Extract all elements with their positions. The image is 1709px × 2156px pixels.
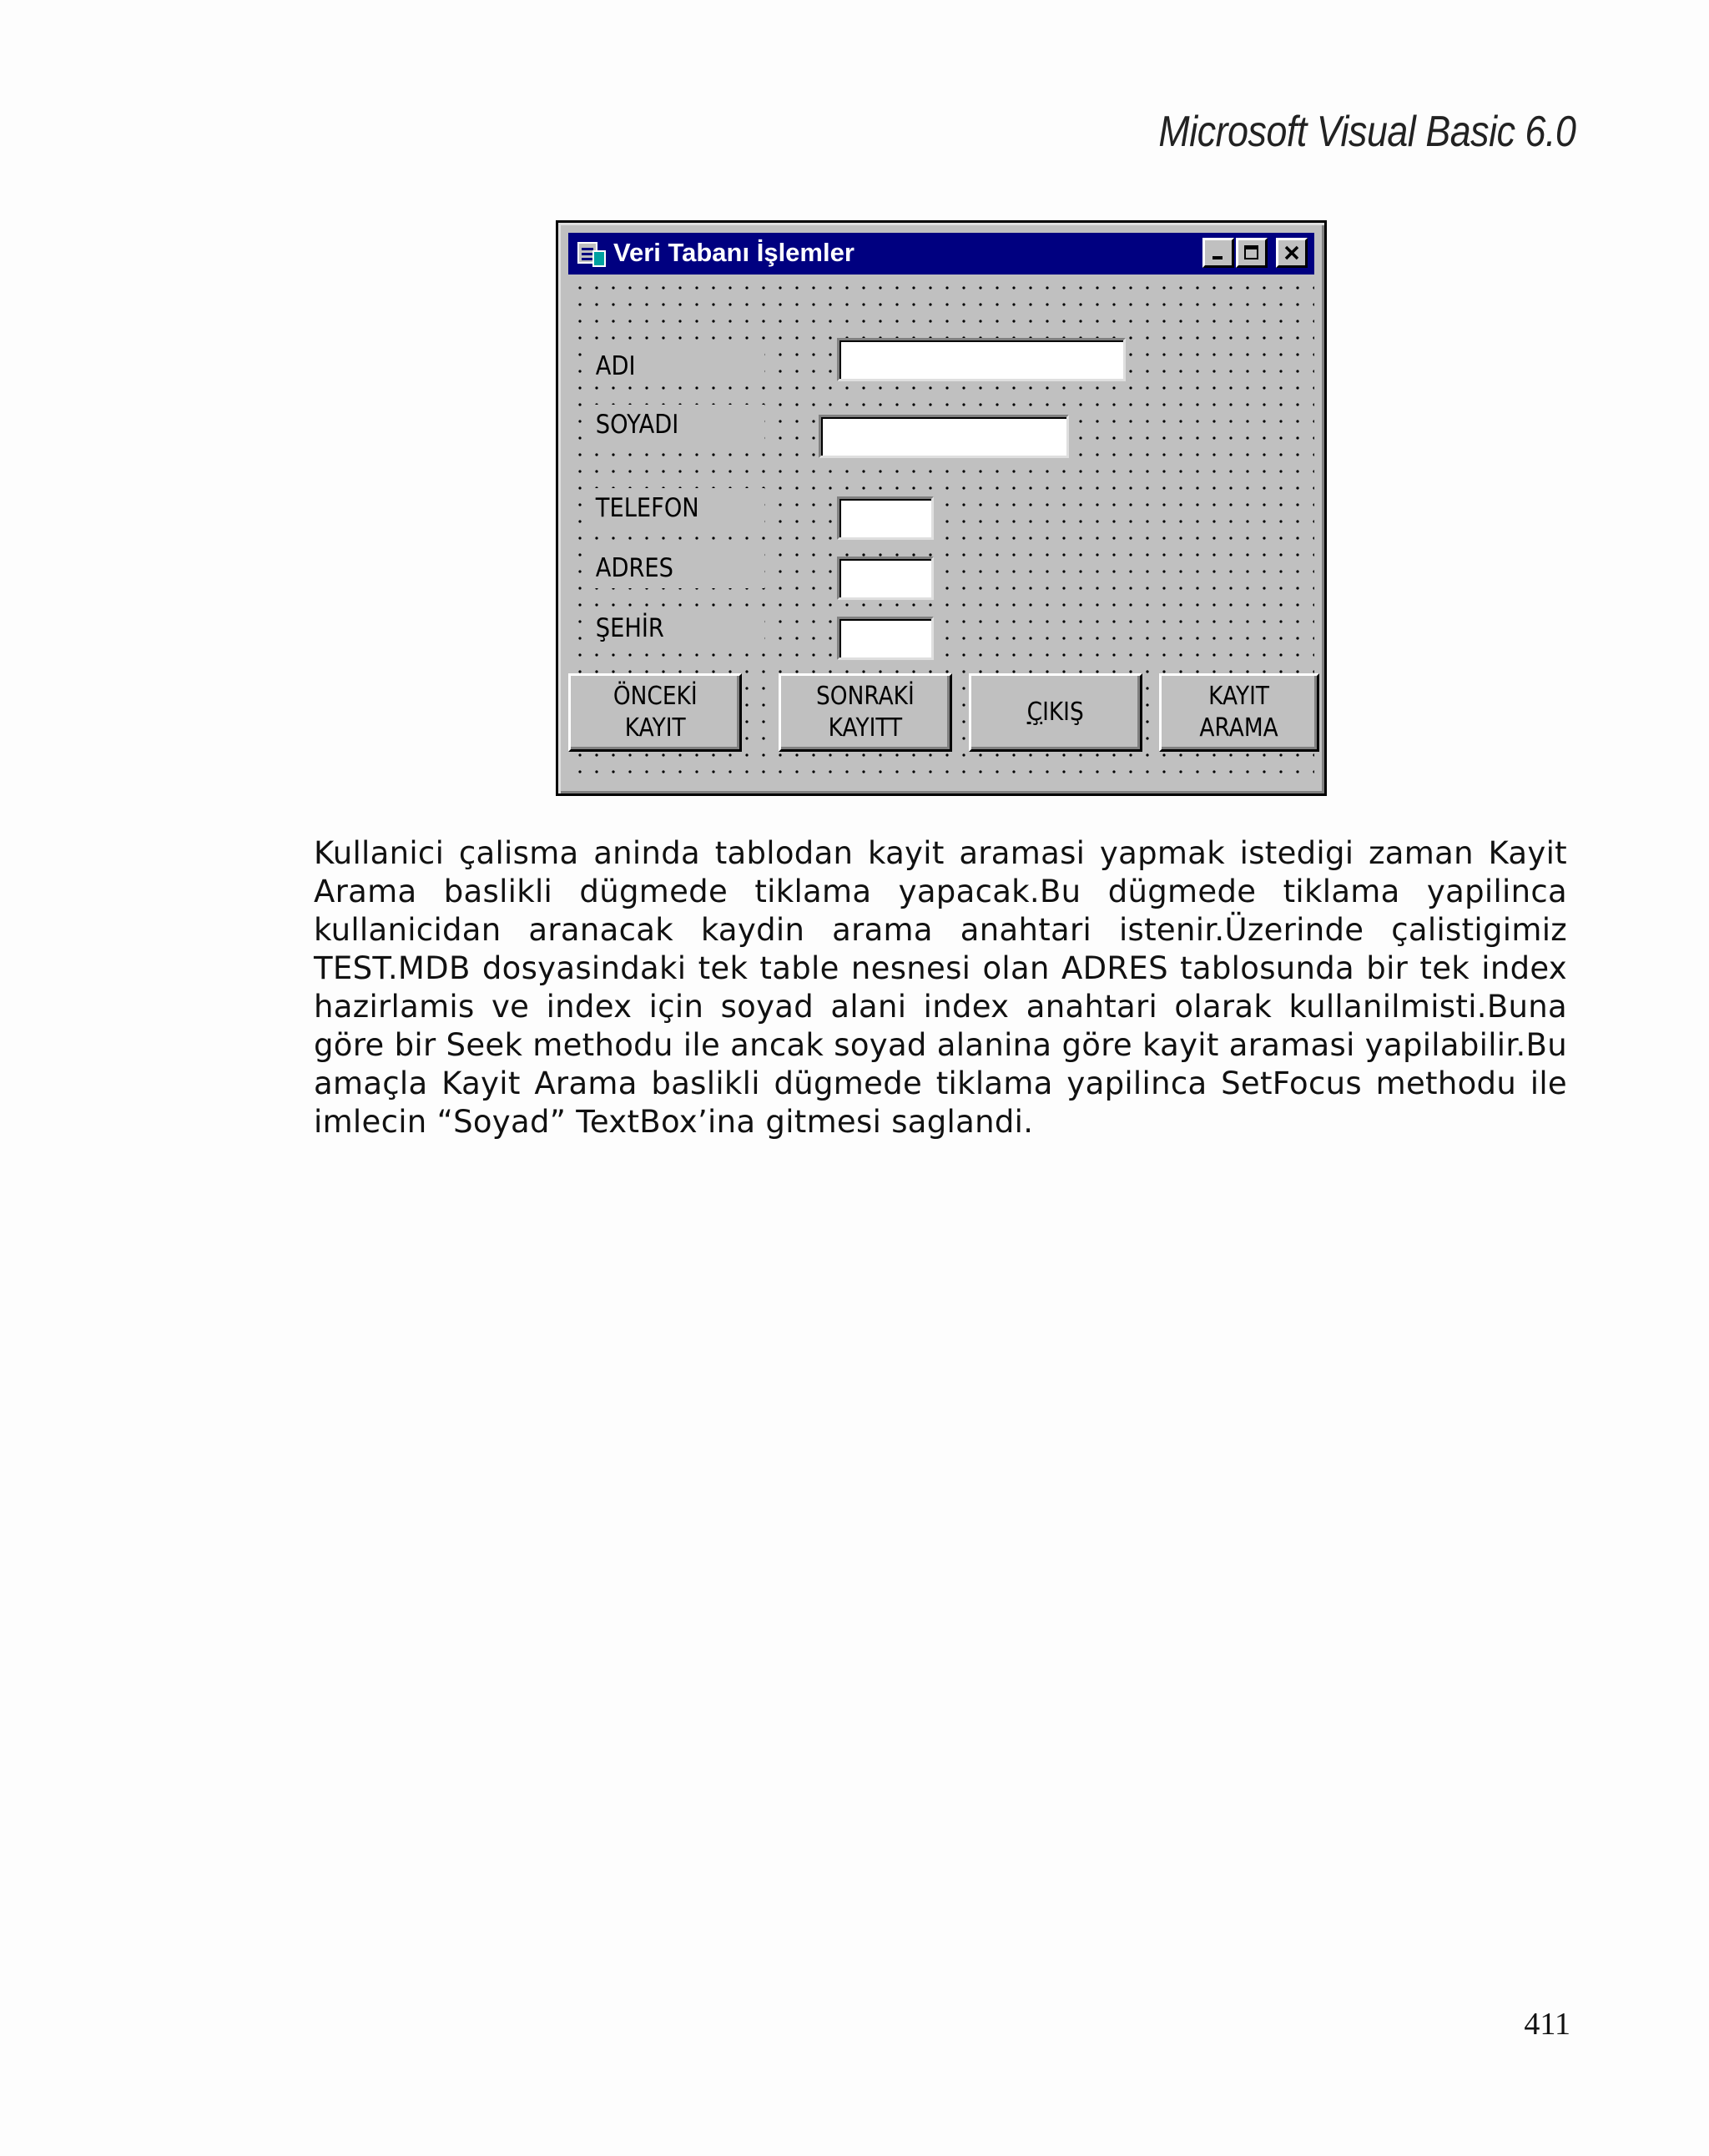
exit-label: ÇIKIŞ	[1026, 698, 1085, 727]
running-header: Microsoft Visual Basic 6.0	[1157, 108, 1575, 156]
close-icon	[1283, 244, 1301, 262]
title-bar[interactable]	[568, 233, 1314, 275]
next-record-label: SONRAKİ KAYITT	[816, 682, 915, 743]
body-paragraph: Kullanici çalisma aninda tablodan kayit aramasi yapmak istedigi zaman Kayit Arama baslikli dügmede tiklama yapacak.Bu dügmede tiklama yapilinca kullanicidan aranacak kaydin arama anahtari istenir.Üzerinde çalistigimiz TEST.MDB dosyasindaki tek table nesnesi olan ADRES tablosunda bir tek index hazirlamis ve index için soyad alani index anahtari olarak kullanilmisti.Buna göre bir Seek methodu ile ancak soyad alanina göre kayit aramasi yapilabilir.Bu amaçla Kayit Arama baslikli dügmede tiklama yapilinca SetFocus methodu ile imlecin “Soyad” TextBox’ina gitmesi saglandi.	[314, 835, 1567, 1140]
next-record-button[interactable]	[779, 673, 952, 752]
search-record-label: KAYIT ARAMA	[1199, 682, 1279, 743]
minimize-icon	[1209, 244, 1228, 262]
window-title: Veri Tabanı İşlemler	[613, 238, 854, 267]
close-button[interactable]	[1276, 238, 1308, 268]
label-telefon: TELEFON	[588, 488, 764, 528]
input-adres[interactable]	[837, 557, 934, 600]
minimize-button[interactable]	[1202, 238, 1234, 268]
page-number: 411	[1524, 2007, 1570, 2042]
input-soyadi[interactable]	[819, 415, 1069, 458]
input-telefon[interactable]	[837, 496, 934, 540]
form-icon	[577, 239, 607, 268]
form-client-area	[568, 276, 1314, 783]
label-sehir: ŞEHİR	[588, 608, 764, 648]
label-soyadi: SOYADI	[588, 405, 764, 445]
label-adres: ADRES	[588, 548, 764, 588]
input-adi[interactable]	[837, 338, 1126, 381]
maximize-button[interactable]	[1236, 238, 1268, 268]
previous-record-label: ÖNCEKİ KAYIT	[613, 682, 698, 743]
search-record-button[interactable]	[1159, 673, 1319, 752]
previous-record-button[interactable]	[568, 673, 742, 752]
exit-button[interactable]	[969, 673, 1142, 752]
maximize-icon	[1243, 244, 1261, 262]
label-adi: ADI	[588, 346, 764, 386]
input-sehir[interactable]	[837, 617, 934, 660]
vb-form-window	[556, 220, 1327, 796]
